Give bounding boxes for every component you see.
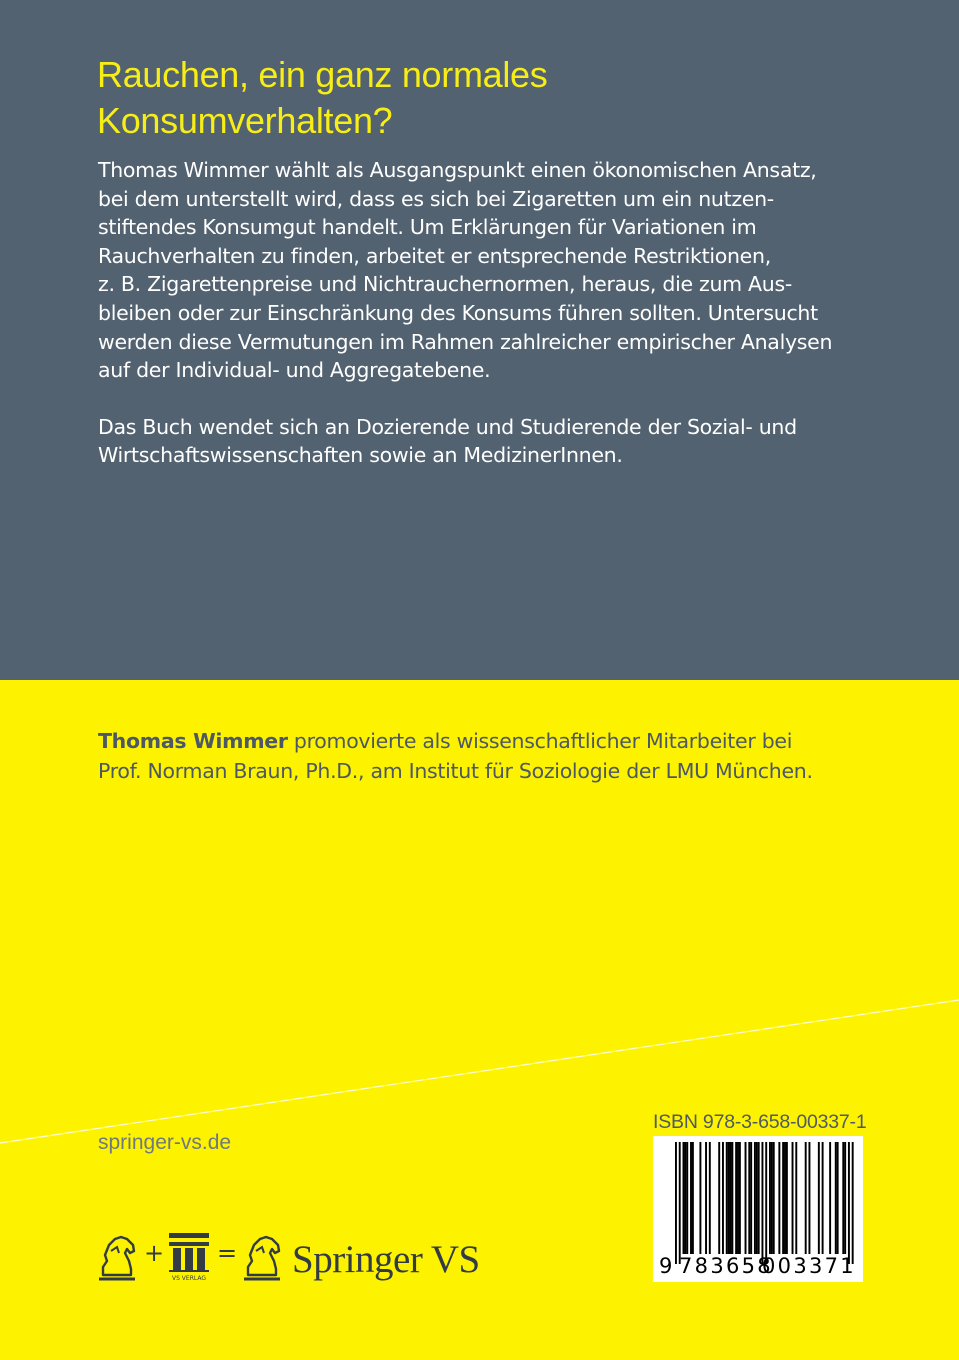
barcode-bar [808,1142,810,1254]
barcode-bar [722,1142,724,1254]
barcode-bar [683,1142,685,1254]
barcode-bar [778,1142,780,1254]
barcode-bar [852,1142,854,1264]
blurb-line: Thomas Wimmer wählt als Ausgangspunkt einen ökonomischen Ansatz, [98,158,817,182]
blurb-line: bei dem unterstellt wird, dass es sich bei Zigaretten um ein nutzen- [98,186,774,211]
barcode-bar [705,1142,707,1254]
vs-verlag-small-text: VS VERLAG [171,1275,207,1281]
blurb-line: Rauchverhalten zu finden, arbeitet er entsprechende Restriktionen, [98,243,771,268]
barcode-bar [769,1142,771,1254]
barcode-bar [748,1142,750,1254]
barcode-bar [842,1142,844,1254]
barcode-bar [773,1142,775,1254]
barcode-bar [692,1142,694,1254]
barcode-bar [837,1142,839,1254]
barcode-bar [731,1142,733,1254]
barcode-bar [771,1142,773,1254]
barcode-bar [699,1142,701,1254]
book-blurb [98,156,898,470]
barcode-digit-first: 9 [659,1254,673,1278]
author-bio [98,726,898,786]
barcode-bar [795,1142,797,1254]
barcode-bar [690,1142,692,1254]
book-title [97,52,897,144]
barcode-bar [726,1142,728,1254]
plus-sign: + [144,1239,165,1267]
barcode-bar [675,1142,677,1264]
publisher-logos [97,1227,480,1287]
barcode-bar [765,1142,767,1264]
blurb-line: auf der Individual- und Aggregatebene. [98,358,491,383]
title-line-1: Rauchen, ein ganz normales [97,54,548,95]
barcode-bar [745,1142,747,1254]
barcode-bar [761,1142,763,1264]
barcode-bar [784,1142,786,1254]
barcode-bar [735,1142,737,1254]
vs-verlag-icon [167,1231,211,1281]
barcode-bar [822,1142,824,1254]
barcode-bar [684,1142,686,1254]
barcode-bar [728,1142,730,1254]
barcode-bar [829,1142,831,1254]
barcode-bar [805,1142,807,1254]
springer-horse-icon [97,1231,139,1281]
blurb-paragraph-2 [98,413,898,470]
barcode-bar [737,1142,739,1254]
barcode-bar [758,1142,760,1254]
barcode-bar [786,1142,788,1254]
barcode [653,1136,863,1282]
barcode-bar [818,1142,820,1254]
barcode-bar [679,1142,681,1264]
springer-vs-wordmark: Springer VS [292,1238,480,1281]
blurb-line: z. B. Zigarettenpreise und Nichtrauchernormen, heraus, die zum Aus- [98,272,792,297]
barcode-digit-group-1: 783658 [679,1254,773,1278]
title-line-2: Konsumverhalten? [97,100,393,141]
blurb-line: Wirtschaftswissenschaften sowie an MedizinerInnen. [98,443,623,468]
isbn-label: ISBN 978-3-658-00337-1 [653,1111,867,1133]
author-name: Thomas Wimmer [98,729,288,753]
barcode-bar [792,1142,794,1254]
barcode-bar [835,1142,837,1254]
blurb-line: stiftendes Konsumgut handelt. Um Erklärungen für Variationen im [98,215,757,240]
blurb-paragraph-1 [98,156,898,385]
barcode-bar [739,1142,741,1254]
barcode-bar [686,1142,688,1254]
barcode-bar [844,1142,846,1254]
barcode-bar [718,1142,720,1254]
blurb-line: Das Buch wendet sich an Dozierende und Studierende der Sozial- und [98,414,797,439]
barcode-bar [750,1142,752,1254]
barcode-bar [730,1142,732,1254]
barcode-digit-group-2: 003371 [762,1254,856,1278]
equals-sign: = [217,1239,238,1267]
blurb-line: werden diese Vermutungen im Rahmen zahlreicher empirischer Analysen [98,329,833,354]
website-link[interactable]: springer-vs.de [98,1131,232,1154]
barcode-bar [848,1142,850,1264]
bio-line-1-text: promovierte als wissenschaftlicher Mitarbeiter bei [287,729,793,753]
blurb-line: bleiben oder zur Einschränkung des Konsums führen sollten. Untersucht [98,300,818,325]
bio-line-1 [98,726,898,756]
barcode-bar [754,1142,756,1254]
springer-horse-icon [242,1231,284,1281]
barcode-bar [709,1142,711,1254]
bio-line-2: Prof. Norman Braun, Ph.D., am Institut für Soziologie der LMU München. [98,759,813,783]
barcode-digits [653,1254,863,1282]
barcode-bar [756,1142,758,1254]
barcode-bar [782,1142,784,1254]
